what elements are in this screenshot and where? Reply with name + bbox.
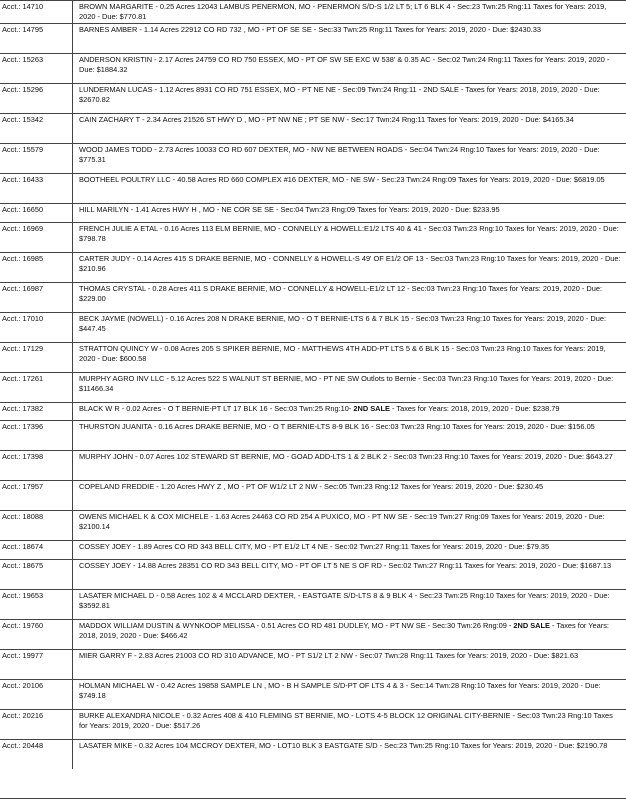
account-number bbox=[0, 421, 72, 450]
account-row bbox=[0, 709, 626, 739]
parcel-description bbox=[73, 650, 626, 679]
description-text: - Taxes for Years: 2018, 2019, 2020 - Due: $466.42 bbox=[79, 621, 609, 641]
account-prefix: Acct.: bbox=[2, 561, 23, 570]
parcel-description bbox=[73, 373, 626, 402]
account-number bbox=[0, 620, 72, 649]
account-prefix: Acct.: bbox=[2, 55, 23, 64]
account-prefix: Acct.: bbox=[2, 205, 23, 214]
account-number bbox=[0, 223, 72, 252]
description-text: CARTER JUDY - 0.14 Acres 415 S DRAKE BERNIE, MO - CONNELLY & HOWELL-S 49' OF E1/2 OF 13 - Sec:03 Twn:23 Rng:10 Taxes for Years: 2019, 2020 - Due: $210.96 bbox=[79, 254, 621, 274]
account-number bbox=[0, 204, 72, 222]
description-text: BURKE ALEXANDRA NICOLE - 0.32 Acres 408 & 410 FLEMING ST BERNIE, MO - LOTS 4-5 BLOCK 12 ORIGINAL CITY-BERNIE - Sec:03 Twn:23 Rng:10 Taxes for Years: 2019, 2020 - Due: $517.26 bbox=[79, 711, 613, 731]
account-number bbox=[0, 343, 72, 372]
account-prefix: Acct.: bbox=[2, 542, 23, 551]
account-number bbox=[0, 541, 72, 559]
account-row bbox=[0, 619, 626, 649]
second-sale-label: 2ND SALE bbox=[513, 621, 550, 630]
description-text: STRATTON QUINCY W - 0.08 Acres 205 S SPIKER BERNIE, MO - MATTHEWS 4TH ADD-PT LTS 5 & 6 BLK 15 - Sec:03 Twn:23 Rng:10 Taxes for Years: 2019, 2020 - Due: $600.58 bbox=[79, 344, 606, 364]
account-prefix: Acct.: bbox=[2, 2, 23, 11]
account-row bbox=[0, 402, 626, 420]
account-number bbox=[0, 1, 72, 23]
account-row bbox=[0, 679, 626, 709]
account-number bbox=[0, 283, 72, 312]
parcel-description bbox=[73, 24, 626, 53]
account-prefix: Acct.: bbox=[2, 25, 23, 34]
parcel-description bbox=[73, 560, 626, 589]
parcel-description bbox=[73, 541, 626, 559]
account-number bbox=[0, 114, 72, 143]
account-row bbox=[0, 540, 626, 559]
parcel-description bbox=[73, 204, 626, 222]
description-text: OWENS MICHAEL K & COX MICHELE - 1.63 Acres 24463 CO RD 254 A PUXICO, MO - PT NW SE - Sec:19 Twn:27 Rng:09 Taxes for Years: 2019, 2020 - Due: $2100.14 bbox=[79, 512, 605, 532]
account-id: 17010 bbox=[22, 314, 44, 323]
description-text: COPELAND FREDDIE - 1.20 Acres HWY Z , MO - PT OF W1/2 LT 2 NW - Sec:05 Twn:23 Rng:12 Taxes for Years: 2019, 2020 - Due: $230.45 bbox=[79, 482, 544, 491]
description-text: BECK JAYME (NOWELL) - 0.16 Acres 208 N DRAKE BERNIE, MO - O T BERNIE-LTS 6 & 7 BLK 15 - Sec:03 Twn:23 Rng:10 Taxes for Years: 2019, 2020 - Due: $447.45 bbox=[79, 314, 607, 334]
account-row bbox=[0, 173, 626, 203]
description-text: LASATER MICHAEL D - 0.58 Acres 102 & 4 MCCLARD DEXTER, - EASTGATE S/D-LTS 8 & 9 BLK 4 - Sec:23 Twn:25 Rng:10 Taxes for Years: 2019, 2020 - Due: $3592.81 bbox=[79, 591, 610, 611]
description-text: FRENCH JULIE A ETAL - 0.16 Acres 113 ELM BERNIE, MO - CONNELLY & HOWELL:E1/2 LTS 40 & 41 - Sec:03 Twn:23 Rng:10 Taxes for Years: 2019, 2020 - Due: $798.78 bbox=[79, 224, 619, 244]
parcel-description bbox=[73, 313, 626, 342]
account-row bbox=[0, 450, 626, 480]
account-number bbox=[0, 253, 72, 282]
account-id: 16433 bbox=[22, 175, 44, 184]
account-row bbox=[0, 510, 626, 540]
account-prefix: Acct.: bbox=[2, 85, 23, 94]
account-id: 15342 bbox=[22, 115, 44, 124]
parcel-description bbox=[73, 710, 626, 739]
account-row bbox=[0, 420, 626, 450]
account-row bbox=[0, 480, 626, 510]
description-text: MURPHY AGRO INV LLC - 5.12 Acres 522 S WALNUT ST BERNIE, MO - PT NE SW Outlots to Bernie - Sec:03 Twn:23 Rng:10 Taxes for Years: 2019, 2020 - Due: $11466.34 bbox=[79, 374, 614, 394]
description-text: - Taxes for Years: 2018, 2019, 2020 - Due: $238.79 bbox=[389, 404, 560, 413]
account-number bbox=[0, 590, 72, 619]
parcel-description bbox=[73, 54, 626, 83]
account-number bbox=[0, 403, 72, 420]
account-number bbox=[0, 24, 72, 53]
account-row bbox=[0, 589, 626, 619]
parcel-description bbox=[73, 343, 626, 372]
account-id: 17396 bbox=[22, 422, 44, 431]
account-prefix: Acct.: bbox=[2, 404, 23, 413]
account-prefix: Acct.: bbox=[2, 512, 23, 521]
parcel-description bbox=[73, 680, 626, 709]
account-row bbox=[0, 222, 626, 252]
account-prefix: Acct.: bbox=[2, 591, 23, 600]
account-prefix: Acct.: bbox=[2, 711, 23, 720]
account-id: 15296 bbox=[22, 85, 44, 94]
parcel-description bbox=[73, 1, 626, 23]
account-row bbox=[0, 342, 626, 372]
account-prefix: Acct.: bbox=[2, 621, 23, 630]
account-id: 17957 bbox=[22, 482, 44, 491]
account-number bbox=[0, 84, 72, 113]
description-text: COSSEY JOEY - 14.88 Acres 28351 CO RD 343 BELL CITY, MO - PT OF LT 5 NE S OF RD - Sec:02 Twn:27 Rng:11 Taxes for Years: 2019, 2020 - Due: $1687.13 bbox=[79, 561, 612, 570]
account-row bbox=[0, 143, 626, 173]
account-prefix: Acct.: bbox=[2, 651, 23, 660]
account-number bbox=[0, 451, 72, 480]
account-prefix: Acct.: bbox=[2, 741, 23, 750]
account-row bbox=[0, 0, 626, 23]
account-number bbox=[0, 313, 72, 342]
account-number bbox=[0, 481, 72, 510]
parcel-description bbox=[73, 481, 626, 510]
description-text: MADDOX WILLIAM DUSTIN & WYNKOOP MELISSA - 0.51 Acres CO RD 481 DUDLEY, MO - PT NW SE - Sec:30 Twn:26 Rng:09 - bbox=[79, 621, 514, 630]
account-id: 16969 bbox=[22, 224, 44, 233]
second-sale-label: 2ND SALE bbox=[353, 404, 390, 413]
account-id: 14795 bbox=[22, 25, 44, 34]
parcel-description bbox=[73, 511, 626, 540]
account-number bbox=[0, 511, 72, 540]
parcel-description bbox=[73, 84, 626, 113]
description-text: BROWN MARGARITE - 0.25 Acres 12043 LAMBUS PENERMON, MO - PENERMON S/D-S 1/2 LT 5; LT 6 BLK 4 - Sec:23 Twn:25 Rng:11 Taxes for Years: 2019, 2020 - Due: $770.81 bbox=[79, 2, 607, 22]
account-prefix: Acct.: bbox=[2, 254, 23, 263]
account-prefix: Acct.: bbox=[2, 374, 23, 383]
account-id: 18674 bbox=[22, 542, 44, 551]
account-id: 15263 bbox=[22, 55, 44, 64]
account-prefix: Acct.: bbox=[2, 344, 23, 353]
parcel-description bbox=[73, 253, 626, 282]
account-row bbox=[0, 739, 626, 769]
account-prefix: Acct.: bbox=[2, 422, 23, 431]
account-number bbox=[0, 740, 72, 769]
account-id: 17129 bbox=[22, 344, 44, 353]
account-id: 20106 bbox=[22, 681, 44, 690]
account-number bbox=[0, 650, 72, 679]
account-prefix: Acct.: bbox=[2, 681, 23, 690]
description-text: LASATER MIKE - 0.32 Acres 104 MCCROY DEXTER, MO - LOT10 BLK 3 EASTGATE S/D - Sec:23 Twn:25 Rng:10 Taxes for Years: 2019, 2020 - Due: $2190.78 bbox=[79, 741, 608, 750]
description-text: CAIN ZACHARY T - 2.34 Acres 21526 ST HWY D , MO - PT NW NE ; PT SE NW - Sec:17 Twn:24 Rng:11 Taxes for Years: 2019, 2020 - Due: $4165.34 bbox=[79, 115, 574, 124]
account-number bbox=[0, 54, 72, 83]
description-text: MIER GARRY F - 2.83 Acres 21003 CO RD 310 ADVANCE, MO - PT S1/2 LT 2 NW - Sec:07 Twn:28 Rng:11 Taxes for Years: 2019, 2020 - Due: $821.63 bbox=[79, 651, 579, 660]
description-text: WOOD JAMES TODD - 2.73 Acres 10033 CO RD 607 DEXTER, MO - NW NE BETWEEN ROADS - Sec:04 Twn:24 Rng:10 Taxes for Years: 2019, 2020 - Due: $775.31 bbox=[79, 145, 600, 165]
description-text: HOLMAN MICHAEL W - 0.42 Acres 19858 SAMPLE LN , MO - B H SAMPLE S/D-PT OF LTS 4 & 3 - Sec:14 Twn:28 Rng:10 Taxes for Years: 2019, 2020 - Due: $749.18 bbox=[79, 681, 601, 701]
description-text: HILL MARILYN - 1.41 Acres HWY H , MO - NE COR SE SE - Sec:04 Twn:23 Rng:09 Taxes for Years: 2019, 2020 - Due: $233.95 bbox=[79, 205, 500, 214]
description-text: ANDERSON KRISTIN - 2.17 Acres 24759 CO RD 750 ESSEX, MO - PT OF SW SE EXC W 538' & 0.35 AC - Sec:02 Twn:24 Rng:11 Taxes for Years: 2019, 2020 - Due: $1884.32 bbox=[79, 55, 610, 75]
account-id: 15579 bbox=[22, 145, 44, 154]
account-prefix: Acct.: bbox=[2, 452, 23, 461]
description-text: MURPHY JOHN - 0.07 Acres 102 STEWARD ST BERNIE, MO - GOAD ADD-LTS 1 & 2 BLK 2 - Sec:03 Twn:23 Rng:10 Taxes for Years: 2019, 2020 - Due: $643.27 bbox=[79, 452, 613, 461]
account-id: 19760 bbox=[22, 621, 44, 630]
account-id: 14710 bbox=[22, 2, 44, 11]
account-prefix: Acct.: bbox=[2, 175, 23, 184]
account-row bbox=[0, 312, 626, 342]
account-prefix: Acct.: bbox=[2, 482, 23, 491]
parcel-description bbox=[73, 144, 626, 173]
account-prefix: Acct.: bbox=[2, 284, 23, 293]
account-id: 17261 bbox=[22, 374, 44, 383]
account-id: 16650 bbox=[22, 205, 44, 214]
account-id: 18088 bbox=[22, 512, 44, 521]
account-prefix: Acct.: bbox=[2, 224, 23, 233]
account-row bbox=[0, 23, 626, 53]
account-id: 20448 bbox=[22, 741, 44, 750]
parcel-description bbox=[73, 403, 626, 420]
account-id: 16985 bbox=[22, 254, 44, 263]
parcel-description bbox=[73, 421, 626, 450]
description-text: COSSEY JOEY - 1.89 Acres CO RD 343 BELL CITY, MO - PT E1/2 LT 4 NE - Sec:02 Twn:27 Rng:11 Taxes for Years: 2019, 2020 - Due: $79.35 bbox=[79, 542, 550, 551]
parcel-description bbox=[73, 114, 626, 143]
description-text: BARNES AMBER - 1.14 Acres 22912 CO RD 732 , MO - PT OF SE SE - Sec:33 Twn:25 Rng:11 Taxes for Years: 2019, 2020 - Due: $2430.33 bbox=[79, 25, 542, 34]
parcel-description bbox=[73, 174, 626, 203]
account-number bbox=[0, 373, 72, 402]
account-number bbox=[0, 560, 72, 589]
account-number bbox=[0, 144, 72, 173]
account-id: 19653 bbox=[22, 591, 44, 600]
account-id: 16987 bbox=[22, 284, 44, 293]
parcel-description bbox=[73, 740, 626, 769]
description-text: LUNDERMAN LUCAS - 1.12 Acres 8931 CO RD 751 ESSEX, MO - PT NE NE - Sec:09 Twn:24 Rng:11 - 2ND SALE - Taxes for Years: 2018, 2019, 2020 - Due: $2670.82 bbox=[79, 85, 600, 105]
parcel-description bbox=[73, 590, 626, 619]
account-row bbox=[0, 83, 626, 113]
account-id: 17382 bbox=[22, 404, 44, 413]
account-row bbox=[0, 282, 626, 312]
description-text: BLACK W R - 0.02 Acres - O T BERNIE-PT LT 17 BLK 16 - Sec:03 Twn:25 Rng:10- bbox=[79, 404, 354, 413]
description-text: BOOTHEEL POULTRY LLC - 40.58 Acres RD 660 COMPLEX #16 DEXTER, MO - NE SW - Sec:23 Twn:24 Rng:09 Taxes for Years: 2019, 2020 - Due: $6819.05 bbox=[79, 175, 605, 184]
account-row bbox=[0, 53, 626, 83]
parcel-description bbox=[73, 451, 626, 480]
account-id: 17398 bbox=[22, 452, 44, 461]
parcel-description bbox=[73, 283, 626, 312]
account-id: 20216 bbox=[22, 711, 44, 720]
account-row bbox=[0, 372, 626, 402]
account-id: 19977 bbox=[22, 651, 44, 660]
account-prefix: Acct.: bbox=[2, 314, 23, 323]
account-row bbox=[0, 113, 626, 143]
account-prefix: Acct.: bbox=[2, 145, 23, 154]
account-number bbox=[0, 710, 72, 739]
description-text: THOMAS CRYSTAL - 0.28 Acres 411 S DRAKE BERNIE, MO - CONNELLY & HOWELL-E1/2 LT 12 - Sec:03 Twn:23 Rng:10 Taxes for Years: 2019, 2020 - Due: $229.00 bbox=[79, 284, 603, 304]
account-row bbox=[0, 649, 626, 679]
parcel-description bbox=[73, 223, 626, 252]
account-number bbox=[0, 174, 72, 203]
account-id: 18675 bbox=[22, 561, 44, 570]
account-row bbox=[0, 203, 626, 222]
parcel-description bbox=[73, 620, 626, 649]
description-text: THURSTON JUANITA - 0.16 Acres DRAKE BERNIE, MO - O T BERNIE-LTS 8-9 BLK 16 - Sec:03 Twn:23 Rng:10 Taxes for Years: 2019, 2020 - Due: $156.05 bbox=[79, 422, 595, 431]
account-number bbox=[0, 680, 72, 709]
account-row bbox=[0, 559, 626, 589]
account-row bbox=[0, 252, 626, 282]
account-prefix: Acct.: bbox=[2, 115, 23, 124]
